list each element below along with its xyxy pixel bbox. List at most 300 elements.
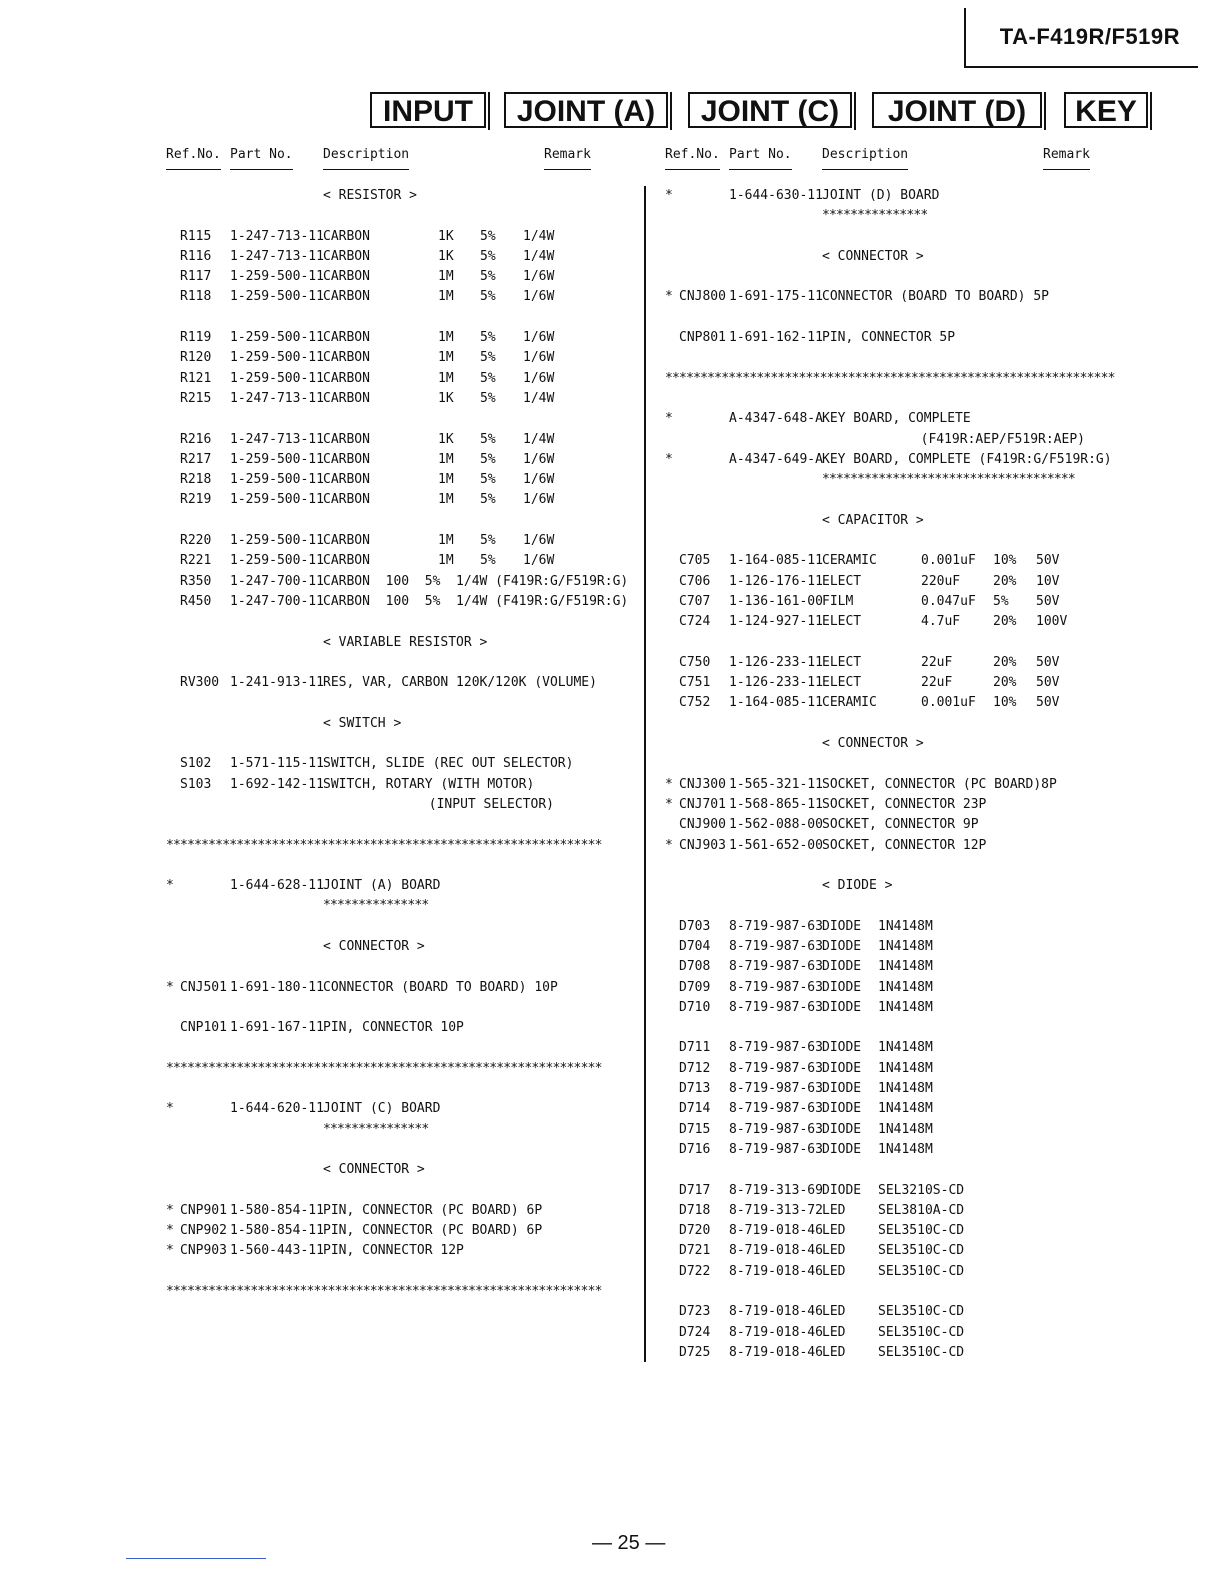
category-heading-text: < CONNECTOR > xyxy=(323,938,425,954)
section-title-key: KEY xyxy=(1064,92,1148,128)
part-description: ELECT xyxy=(822,573,862,589)
part-number: A-4347-649-A xyxy=(729,451,823,467)
footer-rule xyxy=(126,1558,266,1559)
part-tolerance: 20% xyxy=(993,675,1017,691)
part-value: 1M xyxy=(438,451,454,467)
part-number: 8-719-313-69 xyxy=(729,1182,823,1198)
board-underline xyxy=(166,896,636,916)
part-rating: 1/6W xyxy=(523,533,555,549)
part-value: 220uF xyxy=(921,573,961,589)
part-ref-no: CNP101 xyxy=(180,1020,227,1036)
part-number: 8-719-987-63 xyxy=(729,959,823,975)
safety-mark: * xyxy=(665,837,673,853)
part-row xyxy=(665,551,1115,571)
blank-row xyxy=(665,896,1115,916)
category-heading xyxy=(665,734,1115,754)
category-heading-text: < CONNECTOR > xyxy=(323,1162,425,1178)
left-parts-list xyxy=(166,186,636,1302)
part-tolerance: 5% xyxy=(480,390,496,406)
blank-row xyxy=(665,754,1115,774)
header-ref-no: Ref.No. xyxy=(166,147,221,170)
header-part-no: Part No. xyxy=(729,147,792,170)
blank-row xyxy=(166,998,636,1018)
part-number: 1-560-443-11 xyxy=(230,1243,324,1259)
part-value: 1M xyxy=(438,370,454,386)
board-underline xyxy=(166,1120,636,1140)
blank-row xyxy=(665,714,1115,734)
section-separator xyxy=(166,1059,636,1079)
part-description: DIODE xyxy=(822,918,862,934)
part-ref-no: D717 xyxy=(679,1182,711,1198)
separator-asterisks: ************************************************************** xyxy=(166,837,602,853)
category-heading xyxy=(166,1160,636,1180)
part-description: SOCKET, CONNECTOR 23P xyxy=(822,796,987,812)
part-ref-no: R121 xyxy=(180,370,212,386)
part-ref-no: D704 xyxy=(679,938,711,954)
part-ref-no: D722 xyxy=(679,1263,711,1279)
part-number: 1-644-620-11 xyxy=(230,1101,324,1117)
part-row xyxy=(665,1079,1115,1099)
part-number: A-4347-648-A xyxy=(729,411,823,427)
part-rating: 10V xyxy=(1036,573,1060,589)
part-number: 1-562-088-00 xyxy=(729,817,823,833)
part-number: 8-719-987-63 xyxy=(729,1060,823,1076)
part-description: DIODE xyxy=(822,999,862,1015)
continuation-line xyxy=(665,430,1115,450)
part-rating: 1/6W xyxy=(523,451,555,467)
part-number: 1-136-161-00 xyxy=(729,593,823,609)
safety-mark: * xyxy=(166,1223,174,1239)
blank-row xyxy=(166,734,636,754)
part-value: 22uF xyxy=(921,675,953,691)
part-description: KEY BOARD, COMPLETE xyxy=(822,411,971,427)
part-description: PIN, CONNECTOR 5P xyxy=(822,330,956,346)
part-rating: 1/6W xyxy=(523,330,555,346)
part-value: 1M xyxy=(438,533,454,549)
category-heading-text: < VARIABLE RESISTOR > xyxy=(323,634,488,650)
part-description: LED xyxy=(822,1243,846,1259)
blank-row xyxy=(166,612,636,632)
part-description: CARBON xyxy=(323,533,370,549)
category-heading xyxy=(665,247,1115,267)
safety-mark: * xyxy=(665,776,673,792)
page-number: — 25 — xyxy=(592,1532,666,1554)
part-ref-no: C751 xyxy=(679,675,711,691)
part-row xyxy=(665,592,1115,612)
safety-mark: * xyxy=(665,188,673,203)
part-ref-no: D713 xyxy=(679,1081,711,1097)
continuation-text: (INPUT SELECTOR) xyxy=(428,796,554,812)
part-tolerance: 5% xyxy=(480,248,496,264)
part-row xyxy=(166,592,636,612)
part-rating: 1/6W xyxy=(523,370,555,386)
part-number: 8-719-987-63 xyxy=(729,999,823,1015)
part-row xyxy=(166,348,636,368)
part-row xyxy=(665,1302,1115,1322)
header-part-no: Part No. xyxy=(230,147,293,170)
part-number: 1-259-500-11 xyxy=(230,553,324,569)
part-description: CARBON xyxy=(323,289,370,305)
part-number: 8-719-987-63 xyxy=(729,979,823,995)
part-number: 1-259-500-11 xyxy=(230,472,324,488)
category-heading xyxy=(166,937,636,957)
part-value: 1N4148M xyxy=(878,938,933,954)
blank-row xyxy=(665,348,1115,368)
part-row xyxy=(166,470,636,490)
part-value: 1M xyxy=(438,289,454,305)
part-ref-no: CNJ800 xyxy=(679,289,726,305)
part-number: 1-126-233-11 xyxy=(729,654,823,670)
part-number: 8-719-313-72 xyxy=(729,1202,823,1218)
part-number: 8-719-018-46 xyxy=(729,1263,823,1279)
part-tolerance: 10% xyxy=(993,695,1017,711)
section-title-joint-c: JOINT (C) xyxy=(688,92,852,128)
part-row xyxy=(166,490,636,510)
part-number: 1-561-652-00 xyxy=(729,837,823,853)
part-row xyxy=(665,328,1115,348)
part-description: CARBON xyxy=(323,431,370,447)
part-value: 1N4148M xyxy=(878,979,933,995)
part-number: 8-719-987-63 xyxy=(729,918,823,934)
part-rating: 1/6W xyxy=(523,553,555,569)
part-ref-no: CNP901 xyxy=(180,1202,227,1218)
part-rating: 50V xyxy=(1036,695,1060,711)
part-description: DIODE xyxy=(822,1121,862,1137)
part-number: 1-644-630-11 xyxy=(729,188,823,203)
section-separator xyxy=(166,836,636,856)
part-row xyxy=(665,1343,1115,1363)
part-ref-no: RV300 xyxy=(180,675,220,691)
part-ref-no: R117 xyxy=(180,269,212,285)
part-rating: 50V xyxy=(1036,553,1060,569)
part-value: 1M xyxy=(438,350,454,366)
blank-row xyxy=(665,389,1115,409)
part-row xyxy=(166,1221,636,1241)
part-description: PIN, CONNECTOR 10P xyxy=(323,1020,464,1036)
part-row xyxy=(665,978,1115,998)
part-number: 8-719-987-63 xyxy=(729,938,823,954)
part-description: SWITCH, ROTARY (WITH MOTOR) xyxy=(323,776,535,792)
part-ref-no: CNJ701 xyxy=(679,796,726,812)
part-value: SEL3810A-CD xyxy=(878,1202,965,1218)
blank-row xyxy=(166,409,636,429)
blank-row xyxy=(166,1181,636,1201)
part-number: 1-124-927-11 xyxy=(729,614,823,630)
blank-row xyxy=(166,1262,636,1282)
part-tolerance: 5% xyxy=(480,553,496,569)
safety-mark: * xyxy=(166,878,174,894)
part-ref-no: CNP801 xyxy=(679,330,726,346)
part-ref-no: R116 xyxy=(180,248,212,264)
section-separator xyxy=(665,369,1115,389)
part-number: 1-259-500-11 xyxy=(230,451,324,467)
part-description: CARBON 100 5% 1/4W (F419R:G/F519R:G) xyxy=(323,573,629,589)
part-ref-no: C705 xyxy=(679,553,711,569)
safety-mark: * xyxy=(665,411,673,427)
part-number: 1-259-500-11 xyxy=(230,492,324,508)
part-number: 1-691-162-11 xyxy=(729,330,823,346)
category-heading-text: < CONNECTOR > xyxy=(822,736,924,752)
blank-row xyxy=(665,1282,1115,1302)
blank-row xyxy=(665,1160,1115,1180)
part-value: 4.7uF xyxy=(921,614,961,630)
part-rating: 1/6W xyxy=(523,350,555,366)
board-underline-asterisks: ************************************ xyxy=(822,472,1075,488)
blank-row xyxy=(166,511,636,531)
part-number: 8-719-987-63 xyxy=(729,1101,823,1117)
part-ref-no: R218 xyxy=(180,472,212,488)
part-description: CARBON xyxy=(323,248,370,264)
part-description: CARBON xyxy=(323,370,370,386)
part-number: 1-164-085-11 xyxy=(729,553,823,569)
category-heading xyxy=(166,714,636,734)
blank-row xyxy=(166,856,636,876)
part-tolerance: 5% xyxy=(480,451,496,467)
part-row xyxy=(166,551,636,571)
part-value: 0.001uF xyxy=(921,695,976,711)
part-row xyxy=(665,653,1115,673)
section-separator xyxy=(166,1282,636,1302)
part-row xyxy=(665,693,1115,713)
part-number: 1-691-175-11 xyxy=(729,289,823,305)
blank-row xyxy=(665,227,1115,247)
part-tolerance: 5% xyxy=(480,533,496,549)
part-description: LED xyxy=(822,1263,846,1279)
part-description: CARBON xyxy=(323,553,370,569)
blank-row xyxy=(665,531,1115,551)
part-ref-no: R119 xyxy=(180,330,212,346)
blank-row xyxy=(166,308,636,328)
board-underline-asterisks: *************** xyxy=(323,1121,429,1137)
part-ref-no: R217 xyxy=(180,451,212,467)
part-value: 1N4148M xyxy=(878,1141,933,1157)
part-row xyxy=(665,775,1115,795)
part-tolerance: 5% xyxy=(480,492,496,508)
part-value: 1N4148M xyxy=(878,1101,933,1117)
part-number: 1-126-176-11 xyxy=(729,573,823,589)
part-description: CERAMIC xyxy=(822,553,877,569)
safety-mark: * xyxy=(665,796,673,812)
part-description: LED xyxy=(822,1324,846,1340)
blank-row xyxy=(166,1140,636,1160)
part-rating: 100V xyxy=(1036,614,1068,630)
part-description: CARBON xyxy=(323,350,370,366)
part-ref-no: D724 xyxy=(679,1324,711,1340)
part-rating: 1/6W xyxy=(523,492,555,508)
part-row xyxy=(665,1201,1115,1221)
part-description: CONNECTOR (BOARD TO BOARD) 5P xyxy=(822,289,1049,305)
part-description: DIODE xyxy=(822,1182,862,1198)
part-row xyxy=(665,409,1115,429)
part-ref-no: R220 xyxy=(180,533,212,549)
column-divider xyxy=(644,186,646,1362)
part-number: 1-247-700-11 xyxy=(230,593,324,609)
blank-row xyxy=(665,633,1115,653)
blank-row xyxy=(166,693,636,713)
part-ref-no: D725 xyxy=(679,1344,711,1360)
part-description: LED xyxy=(822,1202,846,1218)
part-ref-no: D718 xyxy=(679,1202,711,1218)
part-ref-no: S102 xyxy=(180,756,212,772)
part-description: FILM xyxy=(822,593,854,609)
part-description: CARBON xyxy=(323,269,370,285)
model-number: TA-F419R/F519R xyxy=(999,24,1180,49)
part-description: KEY BOARD, COMPLETE (F419R:G/F519R:G) xyxy=(822,451,1112,467)
part-ref-no: D710 xyxy=(679,999,711,1015)
part-row xyxy=(665,1221,1115,1241)
continuation-text: (F419R:AEP/F519R:AEP) xyxy=(920,431,1085,447)
part-value: 1M xyxy=(438,553,454,569)
part-row xyxy=(665,937,1115,957)
header-ref-no: Ref.No. xyxy=(665,147,720,170)
part-ref-no: R219 xyxy=(180,492,212,508)
part-description: SWITCH, SLIDE (REC OUT SELECTOR) xyxy=(323,756,574,772)
part-rating: 50V xyxy=(1036,654,1060,670)
separator-asterisks: ************************************************************** xyxy=(166,1060,602,1076)
part-row xyxy=(166,775,636,795)
category-heading-text: < DIODE > xyxy=(822,878,893,894)
part-description: SOCKET, CONNECTOR (PC BOARD)8P xyxy=(822,776,1057,792)
part-row xyxy=(166,1241,636,1261)
part-row xyxy=(166,1099,636,1119)
part-description: CARBON xyxy=(323,390,370,406)
part-number: 8-719-018-46 xyxy=(729,1324,823,1340)
separator-asterisks: ************************************************************** xyxy=(166,1284,602,1300)
part-value: 1K xyxy=(438,248,454,264)
part-tolerance: 5% xyxy=(480,269,496,285)
board-underline-asterisks: *************** xyxy=(323,898,429,914)
part-description: CARBON 100 5% 1/4W (F419R:G/F519R:G) xyxy=(323,593,629,609)
part-description: DIODE xyxy=(822,1040,862,1056)
part-row xyxy=(166,287,636,307)
part-rating: 1/4W xyxy=(523,248,555,264)
part-row xyxy=(665,186,1115,206)
part-row xyxy=(166,754,636,774)
part-description: CONNECTOR (BOARD TO BOARD) 10P xyxy=(323,979,558,995)
part-number: 8-719-018-46 xyxy=(729,1344,823,1360)
part-tolerance: 20% xyxy=(993,614,1017,630)
part-ref-no: D720 xyxy=(679,1223,711,1239)
part-description: SOCKET, CONNECTOR 9P xyxy=(822,817,979,833)
part-description: ELECT xyxy=(822,614,862,630)
part-tolerance: 5% xyxy=(480,228,496,244)
part-value: SEL3510C-CD xyxy=(878,1324,965,1340)
part-ref-no: R221 xyxy=(180,553,212,569)
part-tolerance: 5% xyxy=(480,289,496,305)
part-value: 1M xyxy=(438,330,454,346)
part-row xyxy=(166,978,636,998)
part-tolerance: 5% xyxy=(993,593,1009,609)
part-description: PIN, CONNECTOR 12P xyxy=(323,1243,464,1259)
blank-row xyxy=(665,267,1115,287)
part-ref-no: D711 xyxy=(679,1040,711,1056)
part-number: 1-247-713-11 xyxy=(230,248,324,264)
part-tolerance: 20% xyxy=(993,573,1017,589)
part-description: JOINT (C) BOARD xyxy=(323,1101,441,1117)
header-description: Description xyxy=(323,147,409,170)
part-row xyxy=(166,430,636,450)
part-number: 1-691-180-11 xyxy=(230,979,324,995)
part-ref-no: D716 xyxy=(679,1141,711,1157)
part-rating: 1/6W xyxy=(523,289,555,305)
part-description: CERAMIC xyxy=(822,695,877,711)
part-row xyxy=(166,267,636,287)
part-ref-no: CNP903 xyxy=(180,1243,227,1259)
part-value: 1N4148M xyxy=(878,918,933,934)
part-ref-no: D721 xyxy=(679,1243,711,1259)
part-description: CARBON xyxy=(323,492,370,508)
safety-mark: * xyxy=(166,1243,174,1259)
part-row xyxy=(665,998,1115,1018)
part-ref-no: CNJ900 xyxy=(679,817,726,833)
part-ref-no: CNP902 xyxy=(180,1223,227,1239)
part-number: 1-247-713-11 xyxy=(230,390,324,406)
board-underline xyxy=(665,206,1115,226)
part-number: 1-247-713-11 xyxy=(230,228,324,244)
part-number: 8-719-987-63 xyxy=(729,1121,823,1137)
part-description: CARBON xyxy=(323,228,370,244)
continuation-line xyxy=(166,795,636,815)
part-value: 1M xyxy=(438,269,454,285)
part-row xyxy=(166,328,636,348)
blank-row xyxy=(166,815,636,835)
part-value: SEL3510C-CD xyxy=(878,1243,965,1259)
part-number: 1-259-500-11 xyxy=(230,370,324,386)
part-number: 1-241-913-11 xyxy=(230,675,324,691)
part-number: 1-126-233-11 xyxy=(729,675,823,691)
section-title-input: INPUT xyxy=(370,92,486,128)
part-row xyxy=(166,389,636,409)
part-number: 1-259-500-11 xyxy=(230,269,324,285)
part-number: 1-259-500-11 xyxy=(230,289,324,305)
part-value: 1K xyxy=(438,431,454,447)
category-heading-text: < CONNECTOR > xyxy=(822,248,924,264)
board-underline xyxy=(665,470,1115,490)
safety-mark: * xyxy=(166,979,174,995)
part-description: ELECT xyxy=(822,675,862,691)
part-ref-no: D708 xyxy=(679,959,711,975)
part-description: PIN, CONNECTOR (PC BOARD) 6P xyxy=(323,1223,543,1239)
category-heading xyxy=(665,876,1115,896)
header-remark: Remark xyxy=(1043,147,1090,170)
part-rating: 50V xyxy=(1036,675,1060,691)
part-value: 1N4148M xyxy=(878,1081,933,1097)
safety-mark: * xyxy=(166,1202,174,1218)
category-heading xyxy=(665,511,1115,531)
blank-row xyxy=(665,308,1115,328)
part-rating: 50V xyxy=(1036,593,1060,609)
part-row xyxy=(166,369,636,389)
blank-row xyxy=(665,856,1115,876)
part-value: SEL3510C-CD xyxy=(878,1304,965,1320)
part-number: 1-247-713-11 xyxy=(230,431,324,447)
part-row xyxy=(166,531,636,551)
right-parts-list xyxy=(665,186,1115,1363)
part-ref-no: R115 xyxy=(180,228,212,244)
part-description: CARBON xyxy=(323,330,370,346)
part-tolerance: 5% xyxy=(480,370,496,386)
part-row xyxy=(665,1140,1115,1160)
category-heading xyxy=(166,633,636,653)
part-description: CARBON xyxy=(323,451,370,467)
part-value: SEL3510C-CD xyxy=(878,1263,965,1279)
part-ref-no: R118 xyxy=(180,289,212,305)
part-description: PIN, CONNECTOR (PC BOARD) 6P xyxy=(323,1202,543,1218)
part-description: DIODE xyxy=(822,959,862,975)
blank-row xyxy=(166,653,636,673)
safety-mark: * xyxy=(665,289,673,305)
part-ref-no: CNJ300 xyxy=(679,776,726,792)
